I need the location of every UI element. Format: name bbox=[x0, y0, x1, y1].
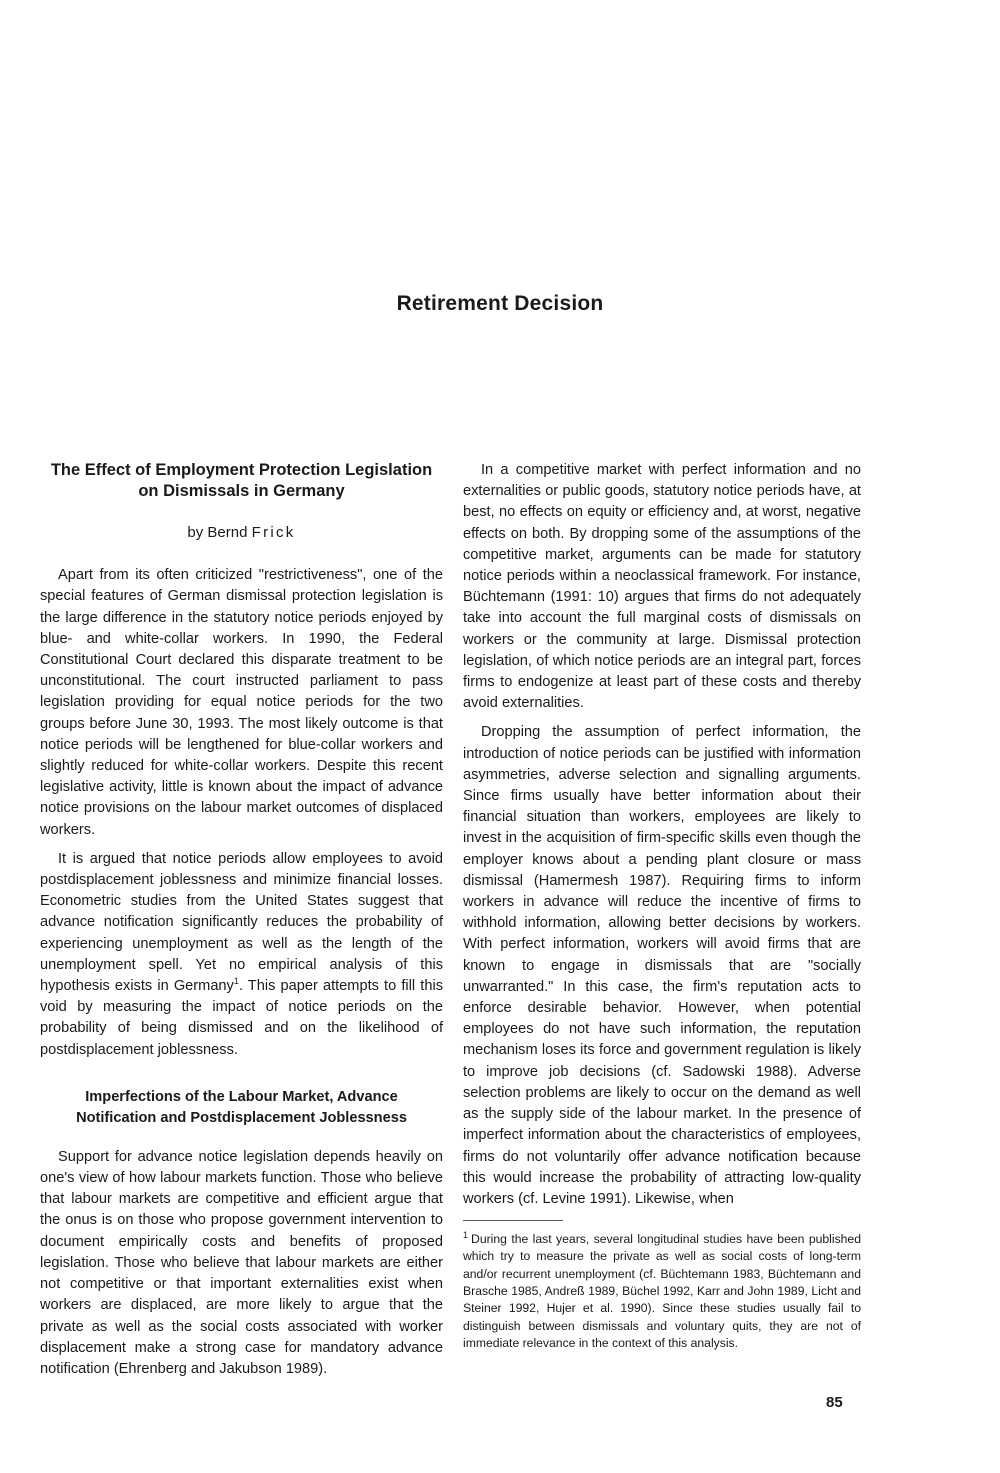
paragraph-5: Dropping the assumption of perfect information, the introduction of notice periods can be justified with information asymmetries, adverse selection and signalling arguments. Since firms usually have better information about their financial situation than workers, employees are likely to invest in the acquisition of firm-specific skills even though the employer knows about a pending plant closure or mass dismissal (Hamermesh 1987). Requiring firms to inform workers in advance will reduce the incentive of firms to withhold information, allowing better decisions by workers. With perfect information, workers will avoid firms that are known to engage in dismissals that are "socially unwarranted." In this case, the firm's reputation acts to enforce desirable behavior. However, when potential employees do not have such information, the reputation mechanism loses its force and government regulation is likely to improve job decisions (cf. Sadowski 1988). Adverse selection problems are likely to occur on the demand as well as the supply side of the labour market. In the presence of imperfect information about the characteristics of employees, firms do not voluntarily offer advance notification because this would increase the probability of attracting low-quality workers (cf. Levine 1991). Likewise, when bbox=[463, 724, 861, 1207]
subheading-line-1: Imperfections of the Labour Market, Advance bbox=[85, 1088, 398, 1105]
footnote-mark: 1 bbox=[463, 1230, 469, 1241]
section-title: Retirement Decision bbox=[396, 292, 604, 315]
article-title-line-1: The Effect of Employment Protection Legislation bbox=[50, 461, 433, 479]
subheading-line-2: Notification and Postdisplacement Joblessness bbox=[76, 1109, 407, 1126]
author-prefix: by Bernd bbox=[187, 524, 248, 541]
footnote-reference: 1 bbox=[233, 976, 239, 987]
article-title-line-2: on Dismissals in Germany bbox=[138, 482, 345, 500]
paragraph-2-text: It is argued that notice periods allow employees to avoid postdisplacement joblessness and minimize financial losses. Econometric studies from the United States suggest that advance notification significantly reduces the probability of experiencing unemployment as well as the length of the unemployment spell. Yet no empirical analysis of this hypothesis exists in Germany bbox=[40, 850, 443, 995]
footnote-divider bbox=[463, 1220, 563, 1221]
footnote bbox=[463, 1227, 861, 1352]
author-name: Frick bbox=[251, 524, 296, 541]
article-title bbox=[40, 460, 443, 502]
paragraph-4: In a competitive market with perfect information and no externalities or public goods, statutory notice periods have, at best, no effects on equity or efficiency and, at worst, negative effects on both. By dropping some of the assumptions of the competitive market, arguments can be made for statutory notice periods within a neoclassical framework. For instance, Büchtemann (1991: 10) argues that firms do not adequately take into account the full marginal costs of dismissals on workers or the community at large. Dismissal protection legislation, of which notice periods are an integral part, forces firms to endogenize at least part of these costs and thereby avoid externalities. bbox=[463, 462, 861, 712]
footnote-text: During the last years, several longitudinal studies have been published which try to measure the private as well as social costs of long-term and/or recurrent unemployment (cf. Büchtemann 1983, Büchtemann and Brasche 1985, Andreß 1989, Büchel 1992, Karr and John 1989, Licht and Steiner 1992, Hujer et al. 1990). Since these studies usually fail to distinguish between dismissals and voluntary quits, they are not of immediate relevance in the context of this analysis. bbox=[463, 1232, 861, 1350]
paragraph-2 bbox=[40, 849, 443, 1061]
paragraph-1: Apart from its often criticized "restrictiveness", one of the special features of German dismissal protection legislation is the large difference in the statutory notice periods enjoyed by blue- and white-collar workers. In 1990, the Federal Constitutional Court declared this disparate treatment to be unconstitutional. The court instructed parliament to pass legislation providing for equal notice periods for the two groups before June 30, 1993. The most likely outcome is that notice periods will be lengthened for blue-collar workers and slightly reduced for white-collar workers. Despite this recent legislative activity, little is known about the impact of advance notice provisions on the labour market outcomes of displaced workers. bbox=[40, 567, 443, 838]
author-byline bbox=[40, 522, 443, 543]
paragraph-2-tail: . This paper attempts to fill this void by measuring the impact of notice periods on the probability of being dismissed and on the likelihood of postdisplacement joblessness. bbox=[40, 978, 443, 1058]
right-column bbox=[463, 460, 861, 1352]
left-column bbox=[40, 460, 443, 1388]
subheading bbox=[40, 1087, 443, 1129]
paragraph-3: Support for advance notice legislation depends heavily on one's view of how labour markets function. Those who believe that labour markets are competitive and efficient argue that the onus is on those who propose government intervention to document empirically costs and benefits of proposed legislation. Those who believe that labour markets are either not competitive or that important externalities exist when workers are displaced, are more likely to argue that the private as well as the social costs associated with worker displacement make a strong case for mandatory advance notification (Ehrenberg and Jakubson 1989). bbox=[40, 1148, 443, 1377]
page-number: 85 bbox=[826, 1394, 843, 1411]
